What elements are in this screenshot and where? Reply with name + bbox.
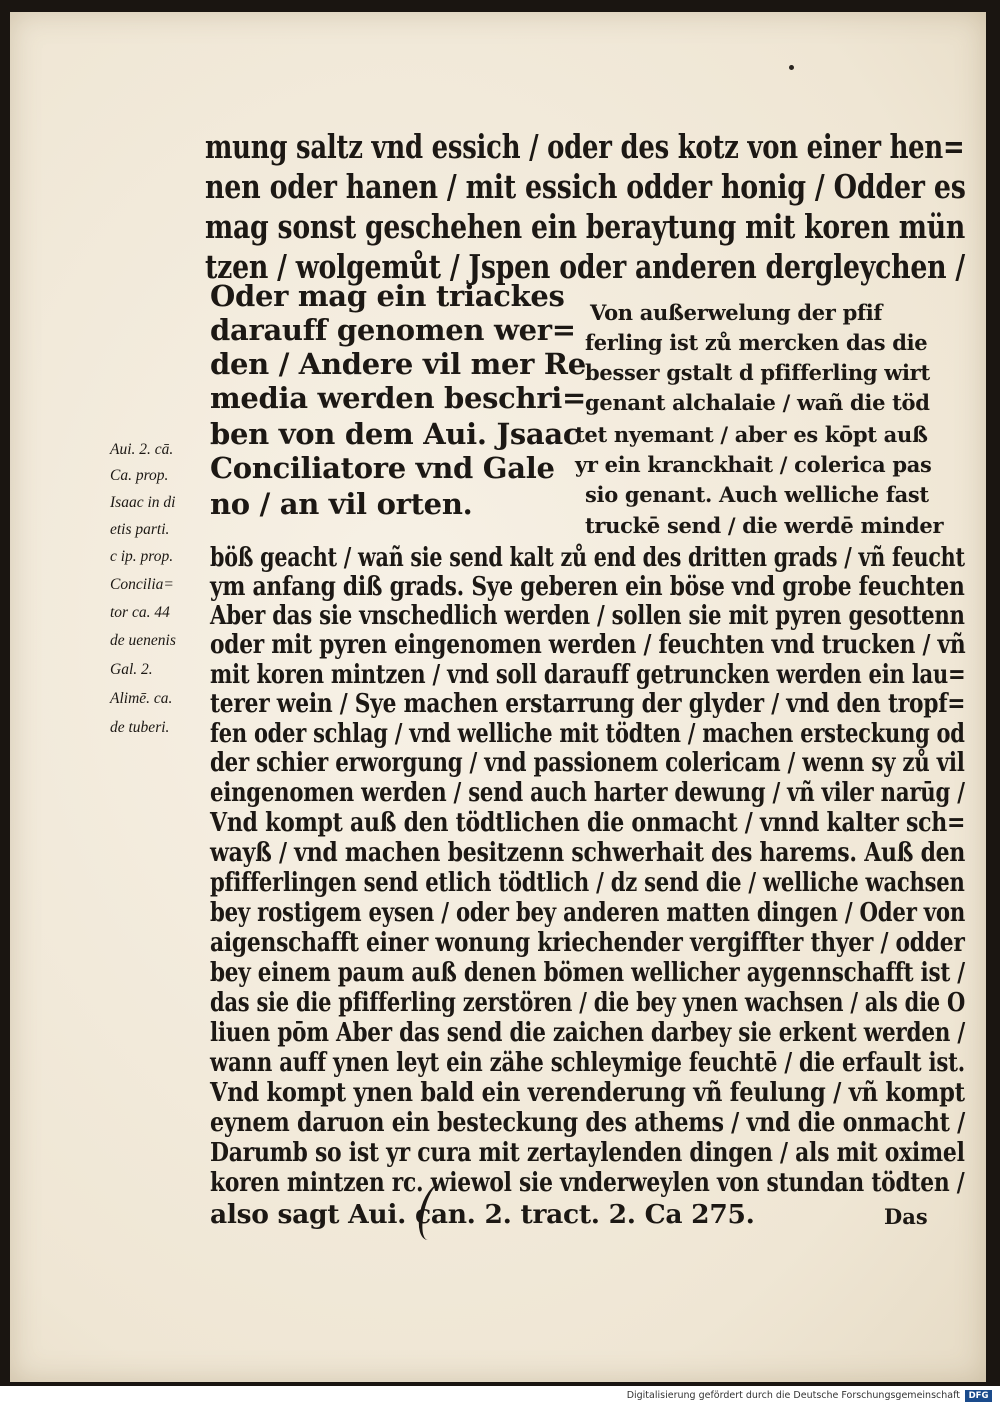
margin-note: Alimē. ca. — [110, 690, 173, 707]
catchword: Das — [884, 1204, 928, 1229]
body-line: aigenschafft einer wonung kriechender vergiffter thyer / odder — [210, 927, 965, 958]
body-line: oder mit pyren eingenomen werden / feuchten vnd trucken / vñ — [210, 629, 966, 660]
left-column-line: Conciliatore vnd Gale — [210, 451, 555, 485]
margin-note: Aui. 2. cā. — [110, 441, 174, 458]
left-column-line: media werden beschri= — [210, 381, 587, 415]
body-line: fen oder schlag / vnd welliche mit tödten / machen ersteckung od — [210, 718, 965, 749]
book-page — [10, 12, 986, 1382]
left-column-line: darauff genomen wer= — [210, 313, 576, 347]
body-line: pfifferlingen send etlich tödtlich / dz send die / welliche wachsen — [210, 867, 965, 898]
top-line: mag sonst geschehen ein beraytung mit koren mün — [205, 207, 966, 246]
body-line: bey rostigem eysen / oder bey anderen matten dingen / Oder von — [210, 897, 966, 928]
top-line: tzen / wolgemůt / Jspen oder anderen dergleychen / — [205, 247, 965, 286]
dfg-logo: DFG — [965, 1390, 992, 1402]
body-line: wann auff ynen leyt ein zähe schleymige feuchtē / die erfault ist. — [210, 1047, 965, 1078]
margin-note: de tuberi. — [110, 719, 170, 736]
body-line: wayß / vnd machen besitzenn schwerhait des harems. Auß den — [210, 837, 966, 868]
right-column-line: sio genant. Auch welliche fast — [585, 482, 929, 507]
body-line: koren mintzen rc. wiewol sie vnderweylen von stundan tödten / — [210, 1167, 965, 1198]
margin-note: c ip. prop. — [110, 548, 174, 565]
body-line: also sagt Aui. can. 2. tract. 2. Ca 275. — [210, 1199, 755, 1230]
left-column-line: no / an vil orten. — [210, 487, 473, 521]
body-line: Darumb so ist yr cura mit zertaylenden dingen / als mit oximel — [210, 1137, 965, 1168]
right-column-line: yr ein kranckhait / colerica pas — [575, 452, 932, 477]
right-column-line: besser gstalt d pfifferling wirt — [585, 360, 930, 385]
margin-note: Concilia= — [110, 576, 174, 593]
top-line: mung saltz vnd essich / oder des kotz von einer hen= — [205, 127, 965, 166]
body-line: liuen pōm Aber das send die zaichen darbey sie erkent werden / — [210, 1017, 966, 1048]
margin-note: Isaac in di — [110, 494, 176, 511]
margin-note: Gal. 2. — [110, 661, 153, 678]
ink-speck — [789, 65, 794, 70]
body-line: Vnd kompt ynen bald ein verenderung vñ feulung / vñ kompt — [210, 1077, 965, 1108]
body-line: bey einem paum auß denen bömen wellicher aygennschafft ist / — [210, 957, 965, 988]
body-line: ym anfang diß grads. Sye geberen ein böse vnd grobe feuchten — [210, 571, 965, 602]
body-line: Aber das sie vnschedlich werden / sollen sie mit pyren gesottenn — [210, 600, 965, 631]
body-line: Vnd kompt auß den tödtlichen die onmacht / vnnd kalter sch= — [210, 807, 966, 838]
body-line: eingenomen werden / send auch harter dewung / vñ viler narūg / — [210, 777, 965, 808]
left-column-line: Oder mag ein triackes — [210, 279, 565, 313]
left-column-line: den / Andere vil mer Re — [210, 347, 586, 381]
right-column-line: truckē send / die werdē minder — [585, 513, 944, 538]
left-column-line: ben von dem Aui. Jsaac — [210, 417, 581, 451]
right-column-line: genant alchalaie / wañ die töd — [585, 390, 930, 415]
margin-note: Ca. prop. — [110, 467, 169, 484]
body-line: der schier erworgung / vnd passionem colericam / wenn sy zů vil — [210, 747, 965, 778]
margin-note: etis parti. — [110, 521, 170, 538]
body-line: mit koren mintzen / vnd soll darauff getruncken werden ein lau= — [210, 659, 966, 690]
body-line: das sie die pfifferling zerstören / die bey ynen wachsen / als die O — [210, 987, 966, 1018]
body-line: eynem daruon ein besteckung des athems / vnd die onmacht / — [210, 1107, 965, 1138]
right-column-line: tet nyemant / aber es kōpt auß — [575, 422, 928, 447]
body-line: terer wein / Sye machen erstarrung der glyder / vnd den tropf= — [210, 688, 966, 719]
right-column-line: Von außerwelung der pfif — [590, 300, 883, 325]
right-column-line: ferling ist zů mercken das die — [585, 330, 928, 355]
margin-note: tor ca. 44 — [110, 604, 170, 621]
funding-notice: Digitalisierung gefördert durch die Deutsche Forschungsgemeinschaft — [626, 1390, 960, 1401]
margin-note: de uenenis — [110, 632, 176, 649]
body-line: böß geacht / wañ sie send kalt zů end des dritten grads / vñ feucht — [210, 542, 965, 573]
footer-bar — [0, 1386, 1000, 1407]
top-line: nen oder hanen / mit essich odder honig / Odder es — [205, 167, 966, 206]
